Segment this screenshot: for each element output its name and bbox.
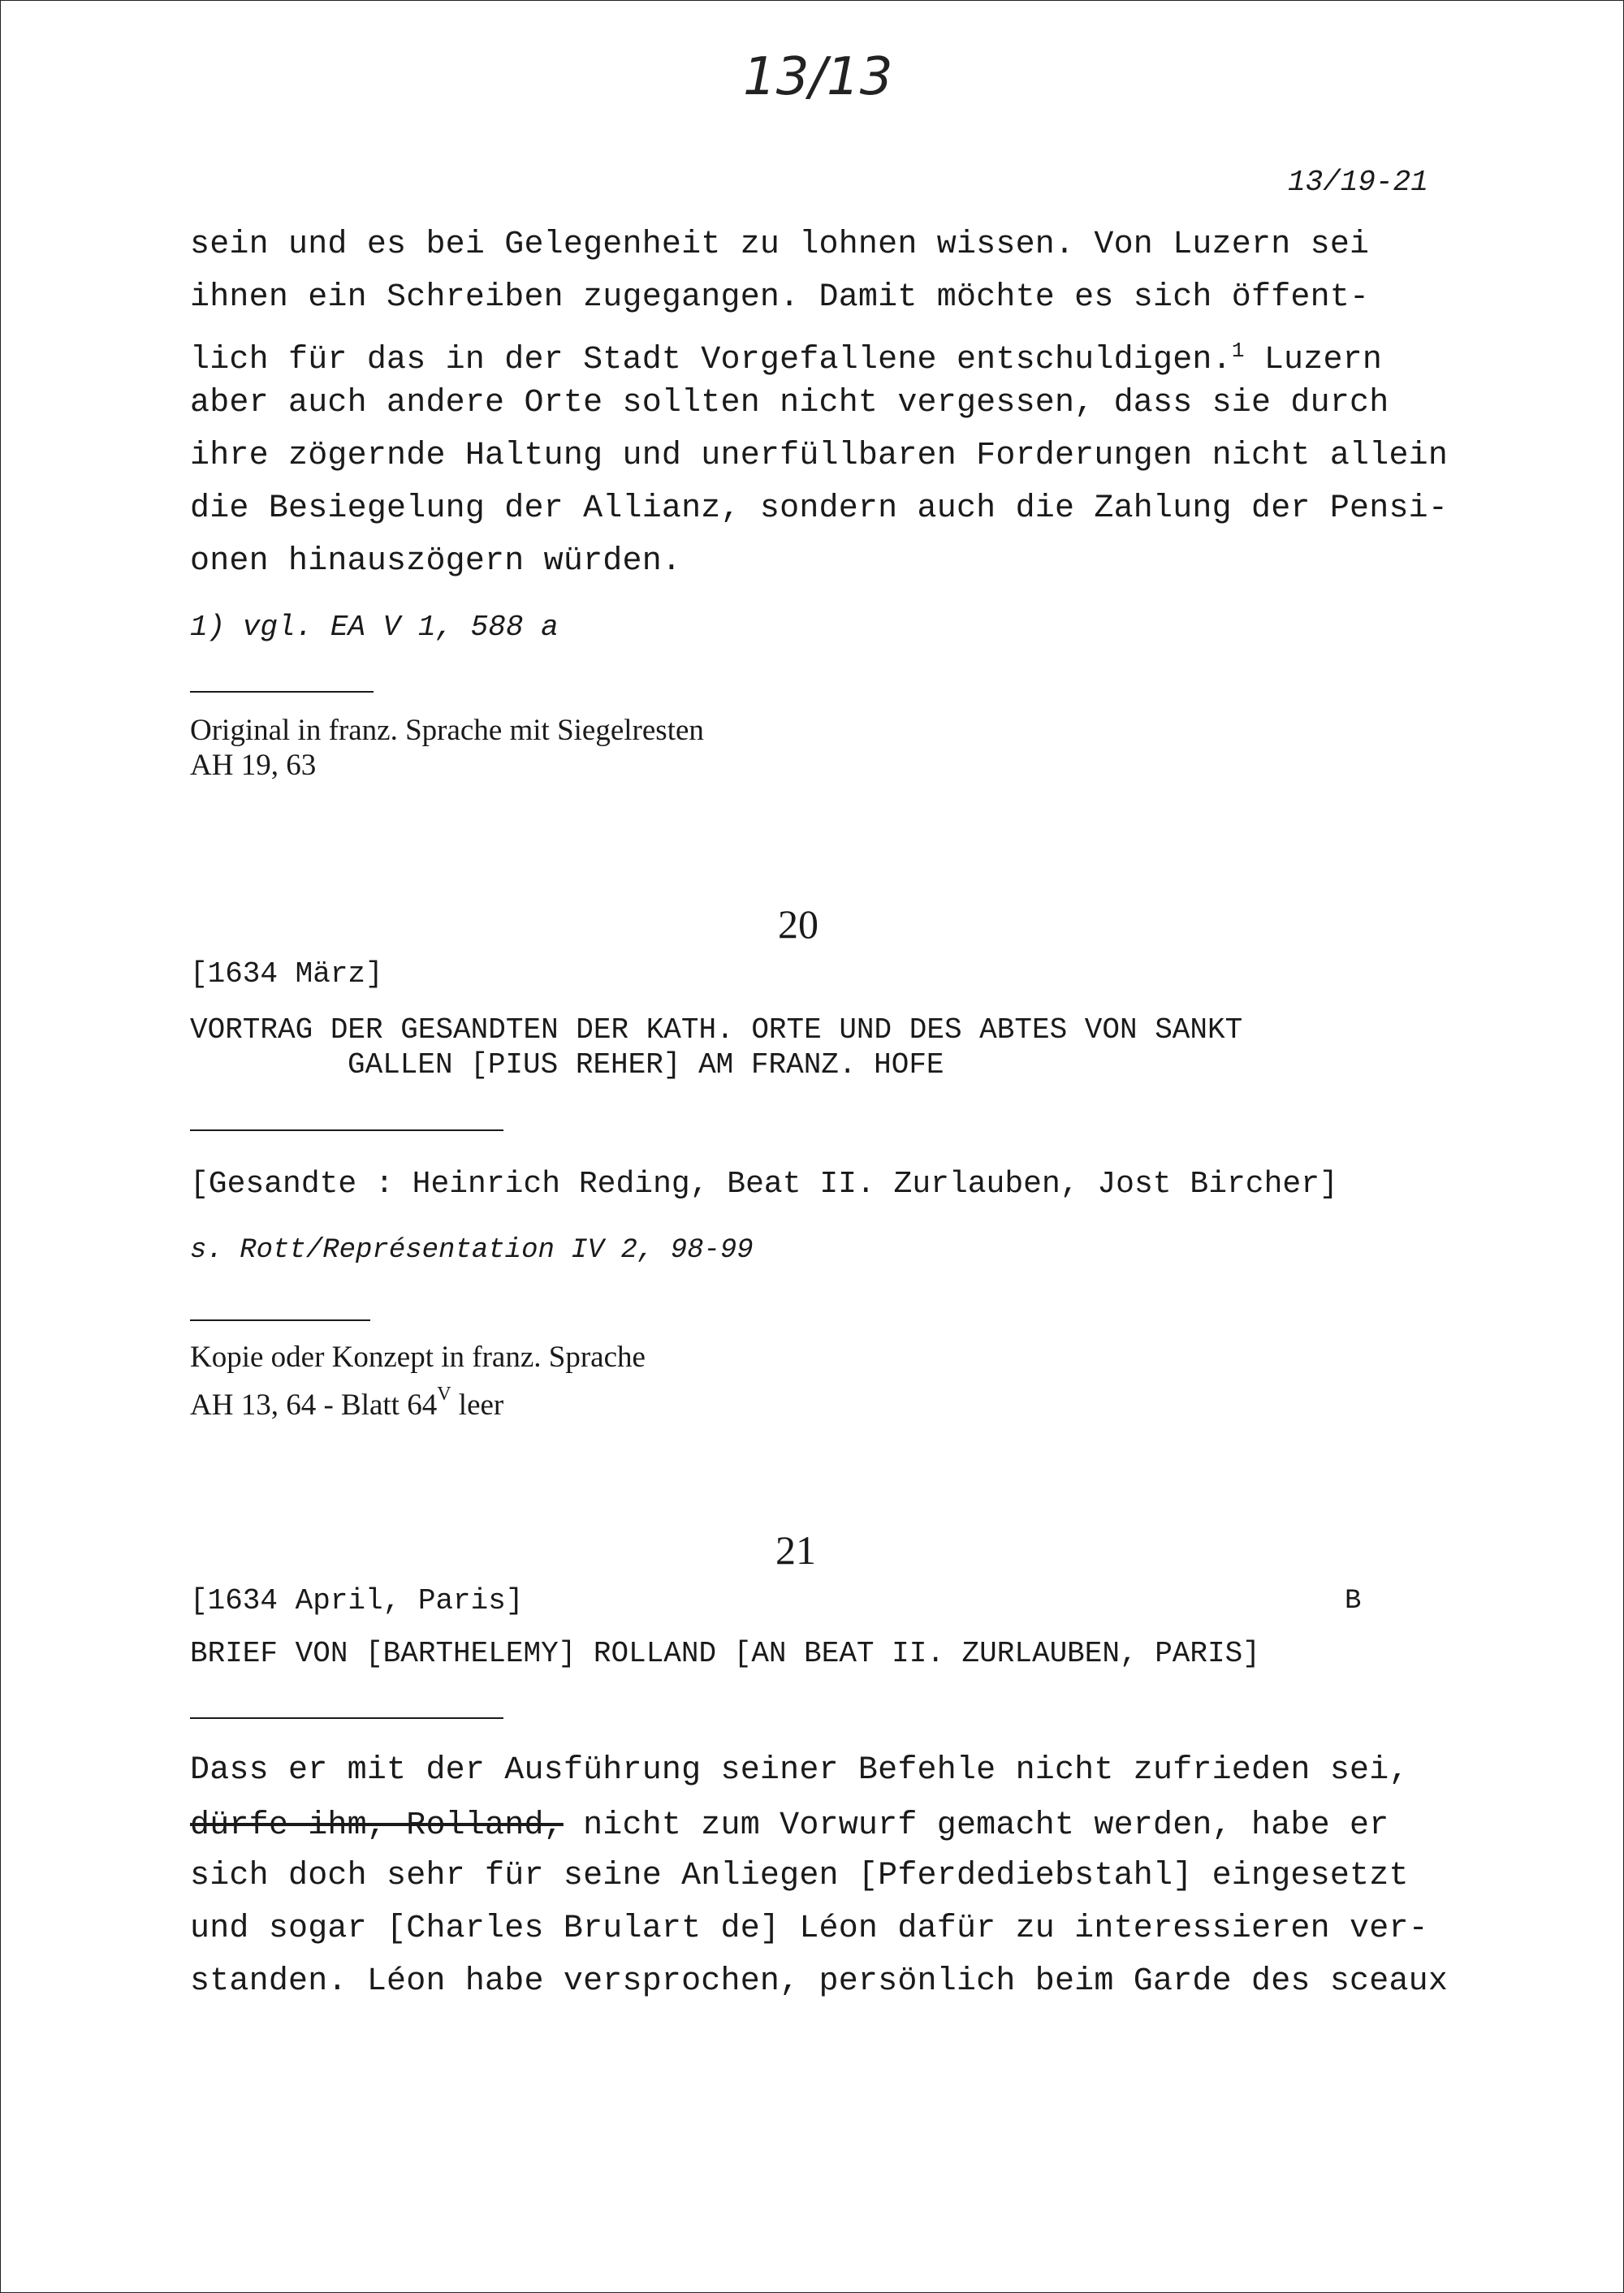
doc21-text-line-2 <box>190 1807 1389 1844</box>
doc19-text-line-1: sein und es bei Gelegenheit zu lohnen wissen. Von Luzern sei <box>190 227 1370 263</box>
doc21-text-line-3: sich doch sehr für seine Anliegen [Pferdediebstahl] eingesetzt <box>190 1858 1409 1894</box>
doc21-title: BRIEF VON [BARTHELEMY] ROLLAND [AN BEAT II. ZURLAUBEN, PARIS] <box>190 1637 1260 1670</box>
handwritten-folio-number: 13/13 <box>743 47 893 107</box>
doc19-line-3-text: lich für das in der Stadt Vorgefallene entschuldigen. <box>190 342 1232 378</box>
page-reference: 13/19-21 <box>1288 166 1428 199</box>
doc19-line-3-tail: Luzern <box>1244 342 1383 378</box>
doc20-source-line-1: Kopie oder Konzept in franz. Sprache <box>190 1341 646 1374</box>
doc19-text-line-4: aber auch andere Orte sollten nicht vergessen, dass sie durch <box>190 385 1389 421</box>
doc21-date: [1634 April, Paris] <box>190 1584 524 1617</box>
doc20-title-line-2: GALLEN [PIUS REHER] AM FRANZ. HOFE <box>348 1048 944 1082</box>
section-rule <box>190 1129 503 1131</box>
section-rule <box>190 1319 370 1321</box>
doc20-source-tail: leer <box>451 1388 504 1422</box>
doc20-source-text: AH 13, 64 - Blatt 64 <box>190 1388 438 1422</box>
verso-mark: V <box>437 1384 451 1405</box>
doc19-text-line-5: ihre zögernde Haltung und unerfüllbaren Forderungen nicht allein <box>190 438 1449 474</box>
doc20-title-line-1: VORTRAG DER GESANDTEN DER KATH. ORTE UND DES ABTES VON SANKT <box>190 1013 1243 1047</box>
doc20-date: [1634 März] <box>190 957 383 991</box>
doc19-footnote: 1) vgl. EA V 1, 588 a <box>190 611 559 644</box>
section-rule <box>190 1717 503 1719</box>
doc19-source-line-1: Original in franz. Sprache mit Siegelresten <box>190 714 704 747</box>
doc19-text-line-2: ihnen ein Schreiben zugegangen. Damit möchte es sich öffent- <box>190 279 1370 316</box>
doc19-text-line-6: die Besiegelung der Allianz, sondern auch die Zahlung der Pensi- <box>190 490 1449 527</box>
doc21-marker: B <box>1345 1586 1362 1617</box>
footnote-mark: 1 <box>1231 339 1245 363</box>
doc20-number: 20 <box>778 901 818 947</box>
doc20-envoys: [Gesandte : Heinrich Reding, Beat II. Zurlauben, Jost Bircher] <box>190 1167 1338 1202</box>
struck-text: dürfe ihm, Rolland, <box>190 1807 564 1844</box>
doc20-reference: s. Rott/Représentation IV 2, 98-99 <box>190 1235 754 1266</box>
doc21-number: 21 <box>775 1527 816 1573</box>
doc19-text-line-7: onen hinauszögern würden. <box>190 543 682 580</box>
doc21-text-line-4: und sogar [Charles Brulart de] Léon dafür zu interessieren ver- <box>190 1911 1428 1947</box>
section-rule <box>190 691 374 693</box>
doc21-text-line-5: standen. Léon habe versprochen, persönlich beim Garde des sceaux <box>190 1963 1449 2000</box>
doc21-line-2-rest: nicht zum Vorwurf gemacht werden, habe er <box>563 1807 1389 1844</box>
doc21-text-line-1: Dass er mit der Ausführung seiner Befehle nicht zufrieden sei, <box>190 1752 1409 1789</box>
doc19-text-line-3 <box>190 335 1382 377</box>
doc20-source-line-2 <box>190 1378 503 1422</box>
doc19-source-line-2: AH 19, 63 <box>190 749 317 782</box>
